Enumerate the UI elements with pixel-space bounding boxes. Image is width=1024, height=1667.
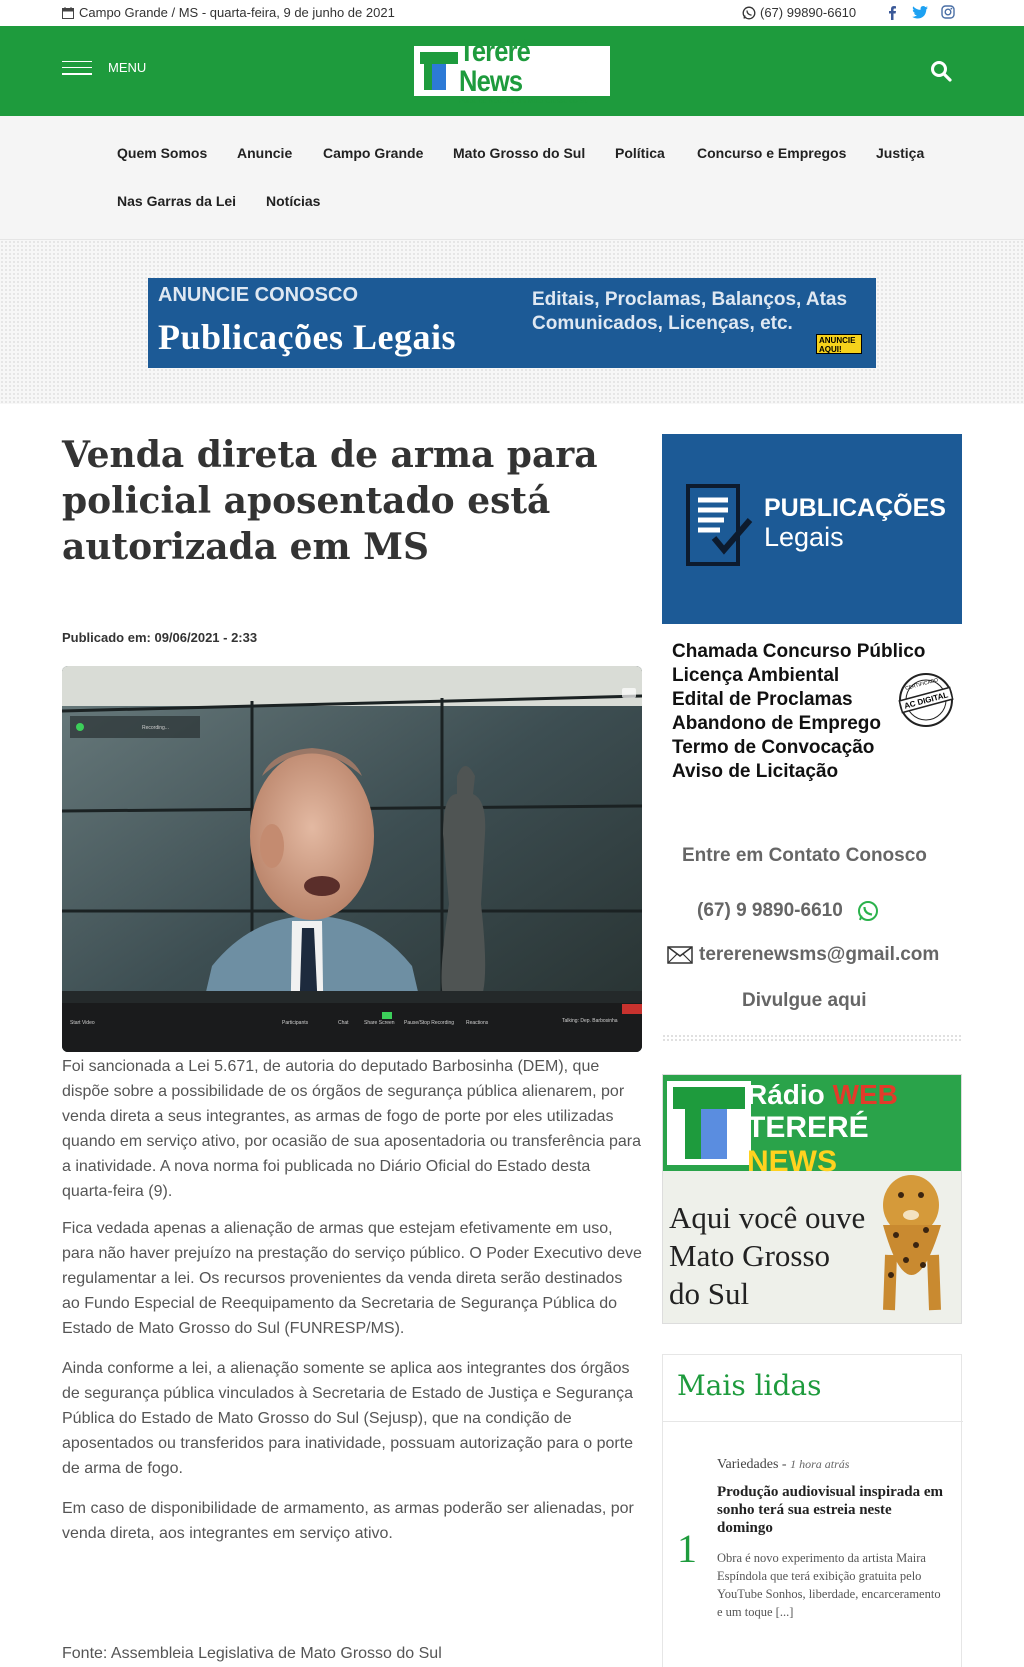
photo-label-start-video: Start Video <box>70 1020 95 1026</box>
top-phone-text: (67) 99890-6610 <box>760 5 857 20</box>
jaguar-icon <box>861 1165 961 1315</box>
contact-email[interactable] <box>667 944 939 966</box>
nav-nas-garras-da-lei[interactable]: Nas Garras da Lei <box>117 193 237 209</box>
banner-line3a: Editais, Proclamas, Balanços, Atas <box>532 289 848 310</box>
main-nav <box>0 116 1024 240</box>
radio-title-line1 <box>747 1079 898 1111</box>
nav-politica[interactable]: Política <box>615 145 665 161</box>
mais-lidas-divider <box>663 1421 963 1422</box>
banner-line1: ANUNCIE CONOSCO <box>158 284 359 306</box>
hamburger-icon <box>62 61 92 75</box>
banner-line3 <box>532 288 847 336</box>
publicacoes-legais-box[interactable] <box>662 434 962 624</box>
site-logo[interactable] <box>412 35 612 105</box>
twitter-icon[interactable] <box>912 4 928 20</box>
logo-tagline: Portal de Notícias em Mato Grosso do Sul <box>458 98 590 105</box>
banner-line2: Publicações Legais <box>158 317 456 357</box>
date-text: Campo Grande / MS - quarta-feira, 9 de junho de 2021 <box>79 5 395 20</box>
photo-label-participants: Participants <box>282 1020 309 1026</box>
seal-arc: CERTIFICADO <box>904 677 939 692</box>
article-paragraph-3: Ainda conforme a lei, a alienação somente se aplica aos integrantes dos órgãos de segurança pública vinculados à Secretaria de Estado de Justiça e Segurança Pública do Estado de Mato Grosso do Sul (Sejusp), que na condição de aposentados ou transferidos para inatividade, possuam autorização para o porte de arma de fogo. <box>62 1360 634 1477</box>
radio-slogan <box>669 1199 865 1313</box>
whatsapp-icon <box>742 6 756 20</box>
article-photo <box>62 666 642 1052</box>
contact-email-text: tererenewsms@gmail.com <box>699 944 940 965</box>
nav-anuncie[interactable]: Anuncie <box>237 145 293 161</box>
contact-title: Entre em Contato Conosco <box>682 845 927 866</box>
pub-item[interactable]: Licença Ambiental <box>672 665 840 686</box>
radio-slogan-1: Aqui você ouve <box>669 1200 866 1235</box>
top-phone[interactable] <box>742 5 856 20</box>
calendar-icon <box>62 7 74 19</box>
pub-box-title1: PUBLICAÇÕES <box>764 494 946 522</box>
menu-button[interactable] <box>62 60 146 75</box>
facebook-icon[interactable] <box>884 4 900 20</box>
nav-quem-somos[interactable]: Quem Somos <box>117 145 208 161</box>
radio-web-banner[interactable] <box>662 1074 962 1324</box>
mais-lidas-heading: Mais lidas <box>677 1369 822 1402</box>
article-paragraph-2: Fica vedada apenas a alienação de armas que estejam efetivamente em uso, para não haver prejuízo na prestação do serviço público. O Poder Executivo deve regulamentar a lei. Os recursos provenientes da venda direta serão destinados ao Fundo Especial de Reequipamento da Secretaria de Segurança Pública do Estado de Mato Grosso do Sul (FUNRESP/MS). <box>62 1220 642 1337</box>
instagram-icon[interactable] <box>940 4 956 20</box>
time-label: 1 hora atrás <box>790 1457 850 1471</box>
logo-t-icon <box>420 50 455 92</box>
nav-noticias[interactable]: Notícias <box>266 193 321 209</box>
radio-news-label: NEWS <box>747 1145 837 1178</box>
radio-terere-label: TERERÉ <box>747 1111 869 1144</box>
seal-text: AC DIGITAL <box>903 690 950 711</box>
ad-zone <box>0 240 1024 404</box>
photo-label-reactions: Reactions <box>466 1020 489 1026</box>
photo-label-record: Pause/Stop Recording <box>404 1020 455 1026</box>
video-call-illustration <box>62 666 642 1052</box>
menu-label: MENU <box>108 60 147 75</box>
date-display <box>62 5 395 20</box>
ac-digital-seal <box>896 670 956 730</box>
mais-lidas-title[interactable]: Produção audiovisual inspirada em sonho terá sua estreia neste domingo <box>717 1484 944 1536</box>
mais-lidas-excerpt: Obra é novo experimento da artista Maira Espíndola que terá exibição gratuita pelo YouTube Sonhos, liberdade, encarceramento e um toque [...] <box>717 1551 941 1619</box>
article-paragraph-4: Em caso de disponibilidade de armamento, as armas poderão ser alienadas, por venda direta, aos integrantes em serviço ativo. <box>62 1500 634 1542</box>
photo-label-share: Share Screen <box>364 1020 395 1026</box>
mais-lidas-rank: 1 <box>677 1526 697 1571</box>
photo-label-talking: Talking: Dep. Barbosinha <box>562 1018 618 1024</box>
envelope-icon <box>667 946 693 964</box>
nav-mato-grosso-do-sul[interactable]: Mato Grosso do Sul <box>453 145 586 161</box>
pub-item[interactable]: Chamada Concurso Público <box>672 641 926 662</box>
divulgue-link[interactable]: Divulgue aqui <box>742 990 867 1011</box>
document-check-icon <box>684 482 756 572</box>
nav-concurso-empregos[interactable]: Concurso e Empregos <box>697 145 847 161</box>
nav-justica[interactable]: Justiça <box>876 145 925 161</box>
article-paragraph-1: Foi sancionada a Lei 5.671, de autoria do deputado Barbosinha (DEM), que dispõe sobre a possibilidade de os órgãos de segurança pública alienarem, por venda direta a seus integrantes, as armas de fogo de porte por eles utilizadas quando em serviço ativo, por ocasião de sua aposentadoria ou transferência para a inatividade. A nova norma foi publicada no Diário Oficial do Estado desta quarta-feira (9). <box>62 1058 642 1200</box>
sidebar-divider <box>662 1034 962 1042</box>
radio-slogan-2: Mato Grosso <box>669 1238 831 1273</box>
social-links <box>884 4 956 20</box>
article-published: Publicado em: 09/06/2021 - 2:33 <box>62 630 258 645</box>
radio-t-logo-icon <box>667 1081 751 1165</box>
banner-line3b: Comunicados, Licenças, etc. <box>532 313 793 334</box>
mais-lidas-widget <box>662 1354 962 1667</box>
logo-name: Tereré News <box>458 35 530 98</box>
site-header <box>0 26 1024 116</box>
radio-slogan-3: do Sul <box>669 1276 750 1311</box>
photo-label-recording: Recording... <box>142 725 169 731</box>
whatsapp-icon <box>857 900 879 922</box>
contact-phone[interactable] <box>697 900 879 922</box>
search-icon[interactable] <box>930 60 952 82</box>
radio-label: Rádio <box>747 1079 825 1110</box>
article-title: Venda direta de arma para policial aposentado está autorizada em MS <box>62 434 598 568</box>
photo-label-chat: Chat <box>338 1020 349 1026</box>
pub-item[interactable]: Abandono de Emprego <box>672 713 881 734</box>
mais-lidas-category[interactable] <box>717 1457 849 1473</box>
radio-web-label: WEB <box>832 1079 898 1110</box>
nav-campo-grande[interactable]: Campo Grande <box>323 145 424 161</box>
category-label: Variedades - <box>717 1457 787 1472</box>
publicacoes-banner[interactable] <box>148 278 876 368</box>
top-bar <box>0 0 1024 26</box>
banner-badge: ANUNCIE AQUI! <box>816 334 862 354</box>
article-source: Fonte: Assembleia Legislativa de Mato Grosso do Sul <box>62 1645 442 1662</box>
pub-box-title2: Legais <box>764 522 844 552</box>
pub-item[interactable]: Aviso de Licitação <box>672 761 839 782</box>
pub-item[interactable]: Edital de Proclamas <box>672 689 853 710</box>
pub-item[interactable]: Termo de Convocação <box>672 737 875 758</box>
contact-phone-text: (67) 9 9890-6610 <box>697 900 843 921</box>
